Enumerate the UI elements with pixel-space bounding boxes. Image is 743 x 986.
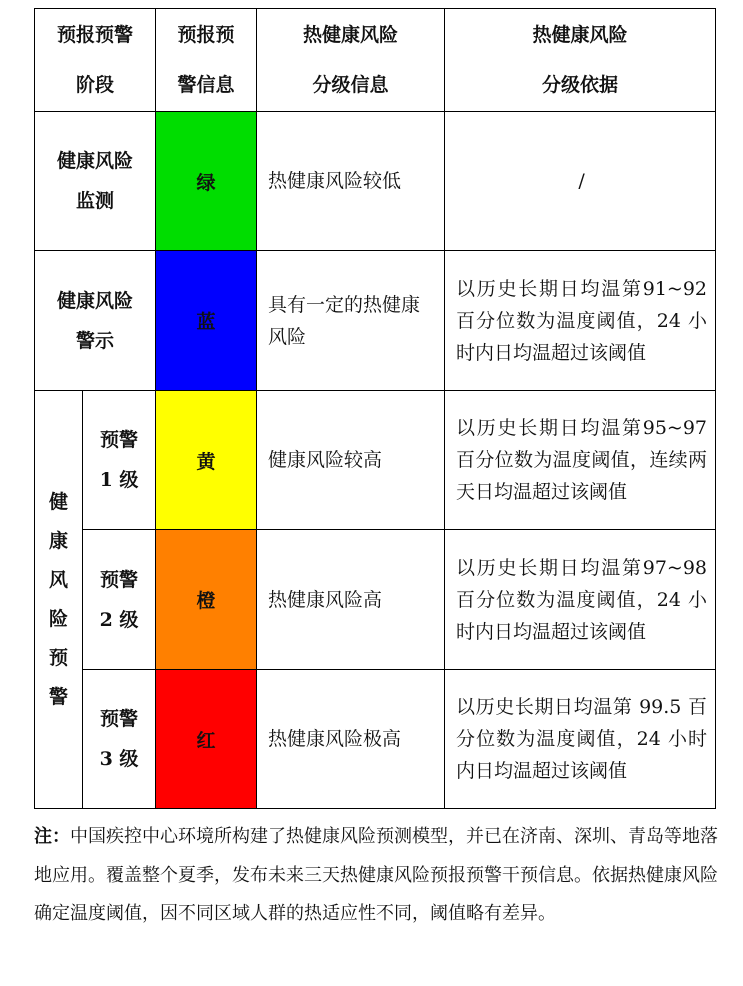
- table-row: [35, 251, 716, 391]
- warning-group-char: 险: [48, 607, 68, 630]
- footnote-label: 注：: [34, 826, 70, 847]
- table-row: [35, 530, 716, 670]
- risk-basis: /: [445, 112, 716, 251]
- warning-group-char: 康: [48, 529, 68, 552]
- warning-level-cell: [83, 670, 156, 809]
- color-label: 绿: [196, 171, 216, 194]
- header-row: [35, 9, 716, 112]
- stage-cell: [35, 112, 156, 251]
- stage-cell: [35, 251, 156, 391]
- footnote-text: 中国疾控中心环境所构建了热健康风险预测模型，并已在济南、深圳、青岛等地落地应用。覆盖整个夏季，发布未来三天热健康风险预报预警干预信息。依据热健康风险确定温度阈值，因不同区域人群的热适应性不同，阈值略有差异。: [34, 826, 718, 924]
- warning-level-cell: [83, 530, 156, 670]
- header-warning-info-line2: 警信息: [177, 74, 235, 96]
- warning-group-label: [35, 391, 83, 809]
- header-warning-info: [156, 9, 257, 112]
- color-cell-yellow: [156, 391, 257, 530]
- header-risk-level-basis: [445, 9, 716, 112]
- stage-line1: 健康风险: [57, 150, 134, 172]
- header-risk-level-basis-line1: 热健康风险: [532, 24, 628, 46]
- risk-info: 健康风险较高: [257, 391, 445, 530]
- warning-group-char: 健: [48, 490, 68, 513]
- risk-basis: 以历史长期日均温第95~97 百分位数为温度阈值，连续两天日均温超过该阈值: [445, 391, 716, 530]
- header-stage-line2: 阶段: [76, 74, 115, 96]
- risk-basis: 以历史长期日均温第 99.5 百分位数为温度阈值，24 小时内日均温超过该阈值: [445, 670, 716, 809]
- risk-info: 热健康风险较低: [257, 112, 445, 251]
- risk-info: 热健康风险极高: [257, 670, 445, 809]
- risk-basis: 以历史长期日均温第91~92 百分位数为温度阈值，24 小时内日均温超过该阈值: [445, 251, 716, 391]
- risk-info: 热健康风险高: [257, 530, 445, 670]
- risk-info: 具有一定的热健康风险: [257, 251, 445, 391]
- color-label: 红: [196, 729, 216, 752]
- color-cell-blue: [156, 251, 257, 391]
- header-risk-level-basis-line2: 分级依据: [542, 74, 619, 96]
- color-cell-orange: [156, 530, 257, 670]
- warning-level-line1: 预警: [100, 429, 139, 451]
- footnote: [34, 818, 718, 934]
- header-warning-info-line1: 预报预: [177, 24, 235, 46]
- warning-group-char: 风: [48, 568, 68, 591]
- warning-level-line1: 预警: [100, 708, 139, 730]
- table-row: [35, 391, 716, 530]
- color-label: 蓝: [196, 311, 216, 333]
- table-row: [35, 112, 716, 251]
- color-cell-green: [156, 112, 257, 251]
- header-risk-level-info-line2: 分级信息: [312, 74, 389, 96]
- warning-level-line2: 3 级: [99, 748, 139, 770]
- stage-line2: 监测: [76, 190, 115, 212]
- stage-line1: 健康风险: [57, 289, 134, 312]
- header-stage-line1: 预报预警: [57, 24, 134, 46]
- header-risk-level-info-line1: 热健康风险: [303, 24, 399, 46]
- heat-risk-table: [34, 8, 716, 809]
- warning-group-char: 警: [48, 685, 68, 708]
- color-label: 橙: [196, 590, 216, 612]
- warning-level-line2: 1 级: [99, 469, 139, 491]
- table-row: [35, 670, 716, 809]
- warning-level-line2: 2 级: [99, 608, 139, 631]
- risk-basis: 以历史长期日均温第97~98 百分位数为温度阈值，24 小时内日均温超过该阈值: [445, 530, 716, 670]
- color-label: 黄: [196, 450, 216, 473]
- warning-level-line1: 预警: [100, 568, 139, 591]
- warning-group-char: 预: [48, 646, 68, 669]
- warning-level-cell: [83, 391, 156, 530]
- header-risk-level-info: [257, 9, 445, 112]
- color-cell-red: [156, 670, 257, 809]
- stage-line2: 警示: [76, 329, 115, 352]
- header-stage: [35, 9, 156, 112]
